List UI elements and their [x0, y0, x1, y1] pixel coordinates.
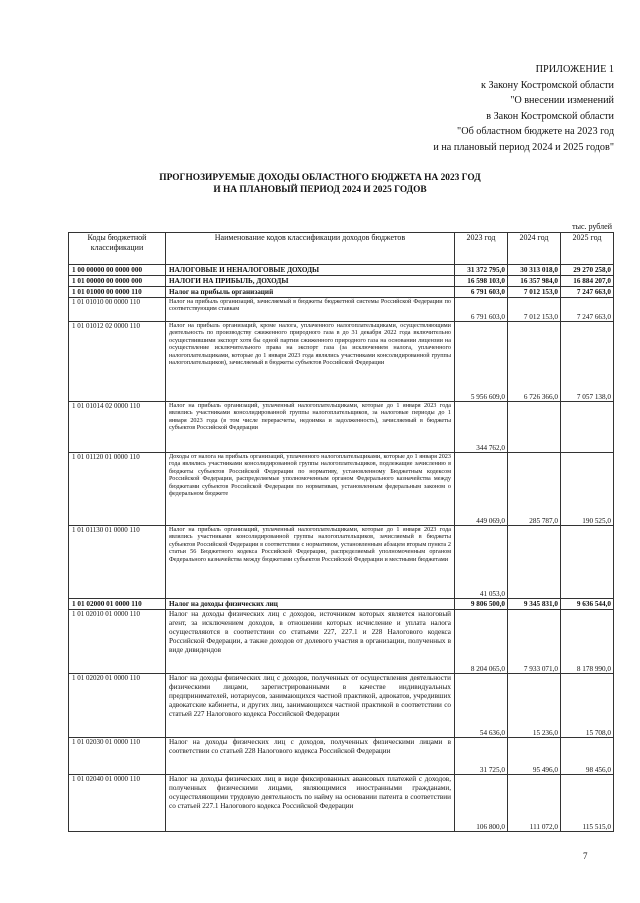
row-code: 1 01 01014 02 0000 110 [69, 402, 166, 453]
row-name: Налог на прибыль организаций [166, 287, 455, 298]
appendix-line: "О внесении изменений [510, 95, 614, 107]
row-name: Налог на доходы физических лиц в виде фиксированных авансовых платежей с доходов, полученных физическими лицами, являющимися иностранными гражданами, осуществляющими трудовую деятельность по найму на основании патента в соответствии со статьей 227.1 Налогового кодекса Российской Федерации [166, 775, 455, 832]
page-number: 7 [583, 851, 588, 861]
row-code: 1 01 00000 00 0000 000 [69, 276, 166, 287]
row-code: 1 01 01012 02 0000 110 [69, 322, 166, 402]
units-label: тыс. рублей [572, 222, 612, 231]
row-value-2024 [508, 526, 561, 599]
row-value-2024: 285 787,0 [508, 453, 561, 526]
row-value-2025: 29 270 258,0 [561, 265, 614, 276]
revenue-table [68, 232, 614, 832]
appendix-line: "Об областном бюджете на 2023 год [457, 126, 614, 138]
header-code: Коды бюджетной классификации [69, 233, 166, 265]
table-row [69, 738, 614, 775]
row-code: 1 01 02020 01 0000 110 [69, 674, 166, 738]
row-value-2025: 8 178 990,0 [561, 610, 614, 674]
title-line-1: ПРОГНОЗИРУЕМЫЕ ДОХОДЫ ОБЛАСТНОГО БЮДЖЕТА НА 2023 ГОД [159, 173, 481, 183]
row-value-2023: 8 204 065,0 [455, 610, 508, 674]
appendix-line: в Закон Костромской области [486, 110, 614, 122]
row-code: 1 01 01010 00 0000 110 [69, 298, 166, 322]
row-code: 1 00 00000 00 0000 000 [69, 265, 166, 276]
row-name: Налог на доходы физических лиц с доходов, полученных физическими лицами в соответствии со статьей 228 Налогового кодекса Российской Федерации [166, 738, 455, 775]
row-value-2025: 7 247 663,0 [561, 287, 614, 298]
table-row [69, 322, 614, 402]
row-value-2025: 16 884 207,0 [561, 276, 614, 287]
appendix-line: и на плановый период 2024 и 2025 годов" [433, 141, 614, 153]
table-row [69, 298, 614, 322]
row-name: Налог на прибыль организаций, уплаченный налогоплательщиками, которые до 1 января 2023 года являлись участниками консолидированной группы налогоплательщиков, зачисляемый в бюджеты субъектов Российской Федерации в соответствии с нормативом, установленным абзацем вторым пункта 2 статьи 56 Бюджетного кодекса Российской Федерации, распределяемый уполномоченным органом Федерального казначейства между бюджетами субъектов Российской Федерации и местными бюджетами [166, 526, 455, 599]
row-name: НАЛОГОВЫЕ И НЕНАЛОГОВЫЕ ДОХОДЫ [166, 265, 455, 276]
row-value-2023: 31 725,0 [455, 738, 508, 775]
row-name: НАЛОГИ НА ПРИБЫЛЬ, ДОХОДЫ [166, 276, 455, 287]
row-value-2025: 7 247 663,0 [561, 298, 614, 322]
row-value-2023: 6 791 603,0 [455, 287, 508, 298]
row-value-2025 [561, 402, 614, 453]
row-value-2024: 15 236,0 [508, 674, 561, 738]
row-name: Налог на прибыль организаций, уплаченный налогоплательщиками, которые до 1 января 2023 года являлись участниками консолидированной группы налогоплательщиков, за налоговые периоды до 1 января 2023 года (в том числе перерасчеты, недоимка и задолженность), зачисляемый в бюджеты субъектов Российской Федерации [166, 402, 455, 453]
row-code: 1 01 01000 00 0000 110 [69, 287, 166, 298]
table-row [69, 526, 614, 599]
row-value-2025: 9 636 544,0 [561, 599, 614, 610]
document-title [0, 172, 640, 196]
row-value-2024: 7 933 071,0 [508, 610, 561, 674]
row-value-2023: 5 956 609,0 [455, 322, 508, 402]
row-value-2023: 31 372 795,0 [455, 265, 508, 276]
appendix-header [433, 62, 614, 156]
table-row [69, 287, 614, 298]
header-name: Наименование кодов классификации доходов бюджетов [166, 233, 455, 265]
appendix-line: ПРИЛОЖЕНИЕ 1 [535, 64, 614, 75]
header-2024: 2024 год [508, 233, 561, 265]
table-header-row [69, 233, 614, 265]
row-value-2023: 16 598 103,0 [455, 276, 508, 287]
row-name: Налог на доходы физических лиц с доходов, источником которых является налоговый агент, за исключением доходов, в отношении которых исчисление и уплата налога осуществляются в соответствии со статьями 227, 227.1 и 228 Налогового кодекса Российской Федерации, а также доходов от долевого участия в организации, полученных в виде дивидендов [166, 610, 455, 674]
table-row [69, 775, 614, 832]
table-row [69, 610, 614, 674]
table-row [69, 674, 614, 738]
row-value-2025: 115 515,0 [561, 775, 614, 832]
table-row [69, 453, 614, 526]
row-value-2023: 106 800,0 [455, 775, 508, 832]
row-value-2023: 9 806 500,0 [455, 599, 508, 610]
row-value-2024: 9 345 831,0 [508, 599, 561, 610]
row-value-2024: 7 012 153,0 [508, 298, 561, 322]
row-value-2025: 98 456,0 [561, 738, 614, 775]
row-code: 1 01 02030 01 0000 110 [69, 738, 166, 775]
table-row [69, 276, 614, 287]
row-code: 1 01 02010 01 0000 110 [69, 610, 166, 674]
row-name: Доходы от налога на прибыль организаций, уплаченного налогоплательщиками, которые до 1 января 2023 года являлись участниками консолидированной группы налогоплательщиков, подлежащие зачислению в бюджеты субъектов Российской Федерации по нормативу, установленному Бюджетным кодексом Российской Федерации, распределяемые уполномоченным органом Федерального казначейства между бюджетами субъектов Российской Федерации по нормативам, установленным федеральным законом о федеральном бюджете [166, 453, 455, 526]
row-value-2024: 6 726 366,0 [508, 322, 561, 402]
row-name: Налог на прибыль организаций, зачисляемый в бюджеты бюджетной системы Российской Федерации по соответствующим ставкам [166, 298, 455, 322]
row-value-2025: 7 057 138,0 [561, 322, 614, 402]
row-value-2024: 95 496,0 [508, 738, 561, 775]
row-value-2025: 15 708,0 [561, 674, 614, 738]
row-name: Налог на прибыль организаций, кроме налога, уплаченного налогоплательщиками, осуществляющими деятельность по производству сжиженного природного газа в до 31 декабря 2022 года включительно осуществившими экспорт хотя бы одной партии сжиженного природного газа на основании лицензии на осуществление исключительного права на экспорт газа (за исключением налога, уплаченного налогоплательщиками, которые до 1 января 2023 года являлись участниками консолидированной группы налогоплательщиков), зачисляемый в бюджеты субъектов Российской Федерации [166, 322, 455, 402]
header-2025: 2025 год [561, 233, 614, 265]
row-value-2025: 190 525,0 [561, 453, 614, 526]
table-row [69, 402, 614, 453]
row-code: 1 01 02040 01 0000 110 [69, 775, 166, 832]
row-value-2023: 6 791 603,0 [455, 298, 508, 322]
row-value-2024: 7 012 153,0 [508, 287, 561, 298]
row-value-2023: 41 053,0 [455, 526, 508, 599]
appendix-line: к Закону Костромской области [480, 79, 614, 91]
row-value-2023: 449 069,0 [455, 453, 508, 526]
row-value-2023: 344 762,0 [455, 402, 508, 453]
row-value-2025 [561, 526, 614, 599]
row-value-2024: 111 072,0 [508, 775, 561, 832]
row-code: 1 01 01130 01 0000 110 [69, 526, 166, 599]
row-code: 1 01 01120 01 0000 110 [69, 453, 166, 526]
row-value-2024: 30 313 018,0 [508, 265, 561, 276]
row-value-2023: 54 636,0 [455, 674, 508, 738]
table-row [69, 599, 614, 610]
row-value-2024 [508, 402, 561, 453]
title-line-2: И НА ПЛАНОВЫЙ ПЕРИОД 2024 И 2025 ГОДОВ [213, 185, 427, 195]
row-code: 1 01 02000 01 0000 110 [69, 599, 166, 610]
header-2023: 2023 год [455, 233, 508, 265]
table-row [69, 265, 614, 276]
row-name: Налог на доходы физических лиц [166, 599, 455, 610]
row-value-2024: 16 357 984,0 [508, 276, 561, 287]
row-name: Налог на доходы физических лиц с доходов, полученных от осуществления деятельности физическими лицами, зарегистрированными в качестве индивидуальных предпринимателей, нотариусов, занимающихся частной практикой, адвокатов, учредивших адвокатские кабинеты, и других лиц, занимающихся частной практикой в соответствии со статьей 227 Налогового кодекса Российской Федерации [166, 674, 455, 738]
